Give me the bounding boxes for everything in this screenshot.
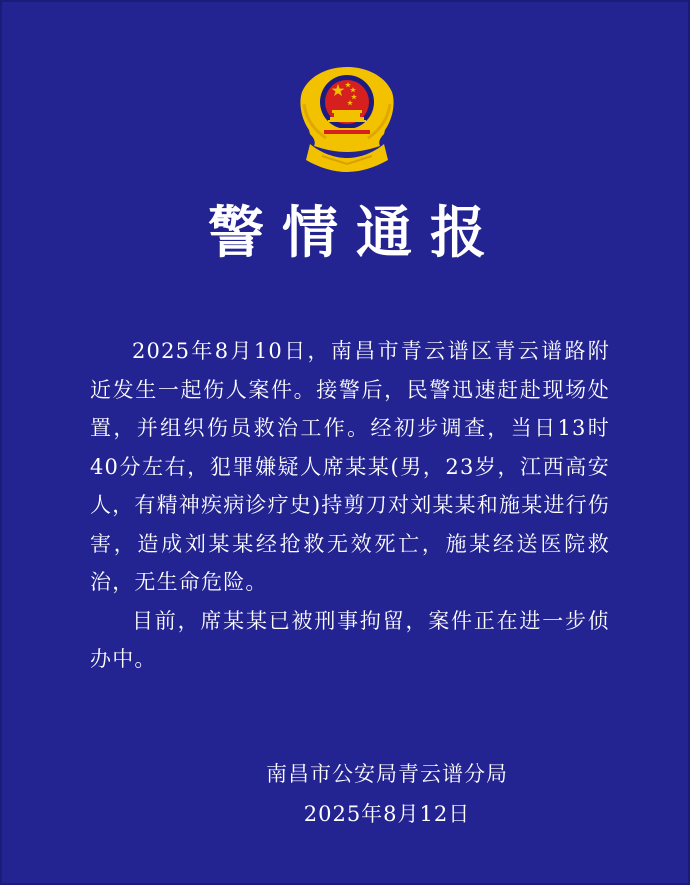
notice-title: 警情通报 xyxy=(208,201,504,266)
notice-paragraph-1: 2025年8月10日，南昌市青云谱区青云谱路附近发生一起伤人案件。接警后，民警迅速赶赴现场处置，并组织伤员救治工作。经初步调查，当日13时40分左右，犯罪嫌疑人席某某(男，23岁，江西高安人，有精神疾病诊疗史)持剪刀对刘某某和施某进行伤害，造成刘某某经抢救无效死亡，施某经送医院救治，无生命危险。 xyxy=(90,339,610,594)
notice-paragraph-2: 目前，席某某已被刑事拘留，案件正在进一步侦办中。 xyxy=(90,608,610,671)
notice-body xyxy=(90,332,610,679)
police-emblem-icon xyxy=(292,64,402,176)
issue-date: 2025年8月12日 xyxy=(303,802,471,826)
issuer-name: 南昌市公安局青云谱分局 xyxy=(266,762,508,786)
notice-signature xyxy=(152,754,622,834)
